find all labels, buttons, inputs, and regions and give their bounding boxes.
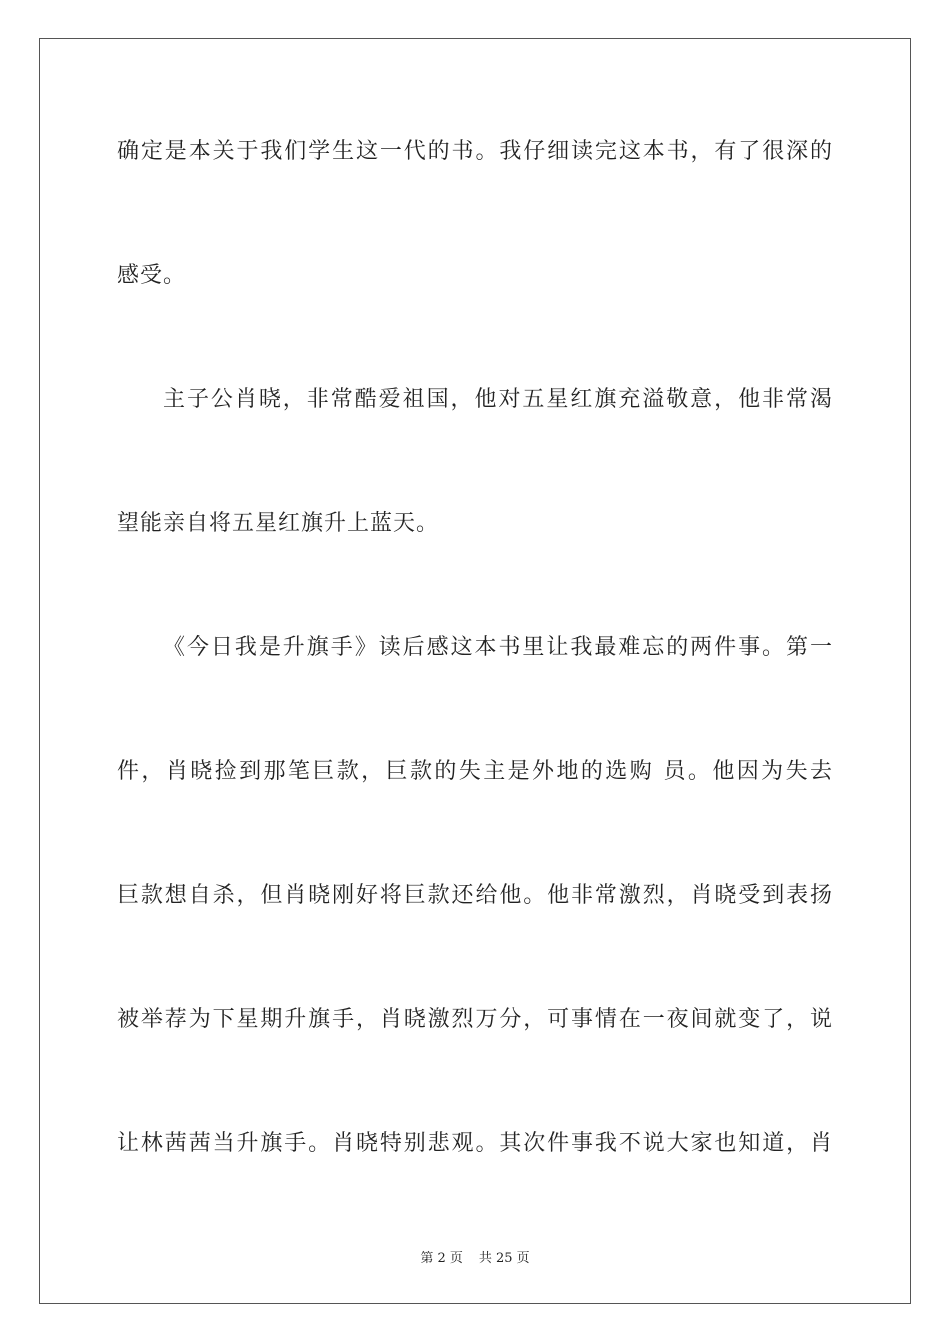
page-total: 共 25 页 — [478, 1251, 530, 1266]
text-line: 件，肖晓捡到那笔巨款，巨款的失主是外地的选购 员。他因为失去 — [117, 759, 833, 784]
text-line: 被举荐为下星期升旗手，肖晓激烈万分，可事情在一夜间就变了，说 — [117, 1007, 833, 1032]
text-line: 望能亲自将五星红旗升上蓝天。 — [117, 511, 440, 536]
text-line: 巨款想自杀，但肖晓刚好将巨款还给他。他非常激烈，肖晓受到表扬 — [117, 883, 833, 908]
text-line: 感受。 — [117, 263, 187, 288]
page-border — [39, 38, 911, 1304]
text-line: 让林茜茜当升旗手。肖晓特别悲观。其次件事我不说大家也知道，肖 — [117, 1131, 833, 1156]
paragraph-start-line: 主子公肖晓，非常酷爱祖国，他对五星红旗充溢敬意，他非常渴 — [163, 387, 833, 412]
page-footer — [0, 1247, 950, 1266]
paragraph-start-line: 《今日我是升旗手》读后感这本书里让我最难忘的两件事。第一 — [163, 635, 833, 660]
text-line: 确定是本关于我们学生这一代的书。我仔细读完这本书，有了很深的 — [117, 139, 833, 164]
page-number: 第 2 页 — [420, 1251, 463, 1266]
